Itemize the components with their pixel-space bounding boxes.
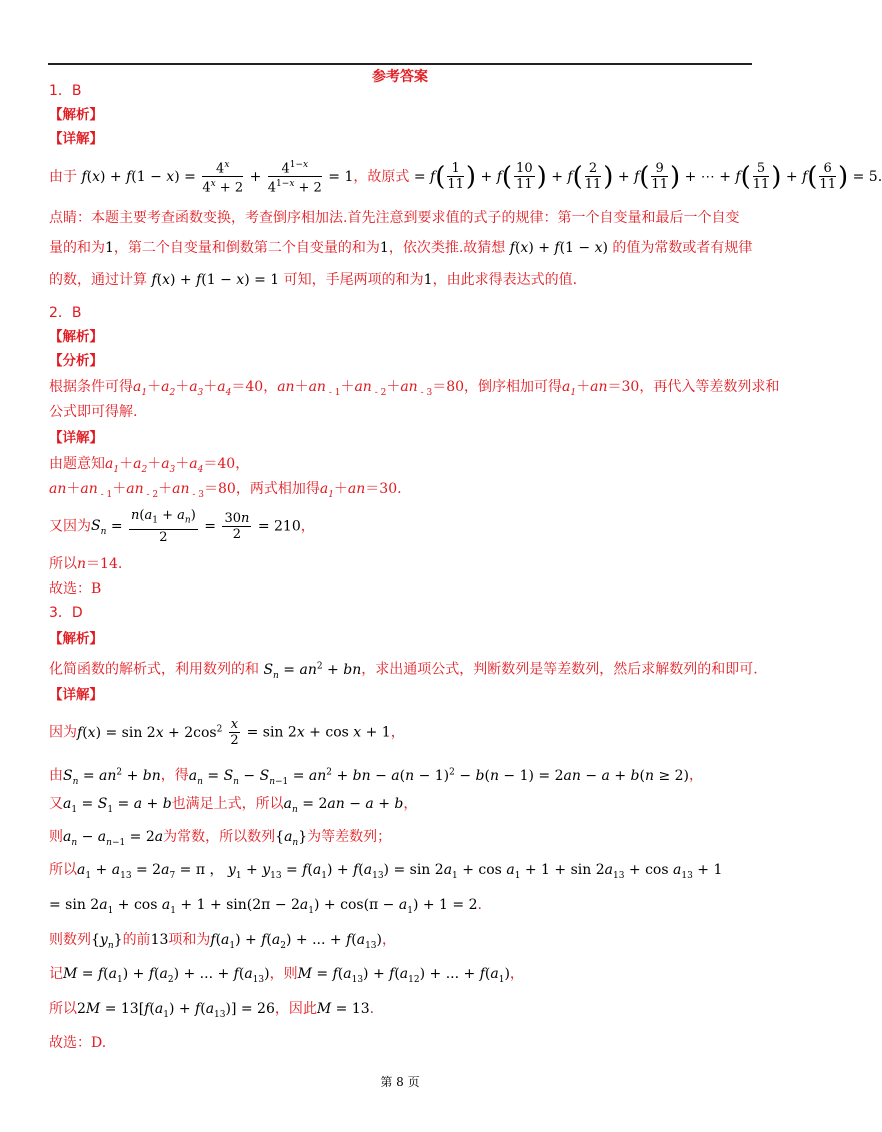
q1-result: 5 — [868, 168, 878, 185]
q1-note2a: 量的和为 — [49, 240, 105, 256]
q2-jiexi-heading: 【解析】 — [49, 329, 103, 345]
q3-e1: 则 — [49, 829, 63, 845]
q1-one-a: 1 — [105, 240, 114, 256]
q1-note-line2: 量的和为1，第二个自变量和倒数第二个自变量的和为1，依次类推.故猜想 f(x) + f(1 − x) 的值为常数或者有规律 — [49, 240, 753, 256]
q3-d2: 也满足上式，所以 — [171, 796, 284, 812]
q3-b1: 因为 — [49, 724, 77, 741]
q3-e2: 为常数，所以数列 — [163, 829, 276, 845]
q3-i1: 记 — [49, 966, 63, 982]
q2-a1: 根据条件可得 — [49, 379, 133, 395]
q1-note3b: 可知，手尾两项的和为 — [283, 272, 424, 288]
q2-c3: ＝30. — [365, 481, 402, 497]
page-number: 第 8 页 — [380, 1075, 420, 1089]
q3-detail-line6: = $\sin 2a_1 + \cos a_1 + 1 + \sin(2\pi - 2a_1) + \cos(\pi - a_1) + 1 = 2$. — [49, 897, 482, 916]
q3-h1: 则数列 — [49, 932, 91, 948]
q2-fenxi-heading: 【分析】 — [49, 353, 103, 369]
q1-note2d: 的值为常数或者有规律 — [612, 240, 753, 256]
q1-note3c: ，由此求得表达式的值. — [432, 272, 578, 288]
q3-detail-line9: 所以$2M = 13[f(a_1) + f(a_{13})] = 26$，因此M = 13. — [49, 1001, 375, 1020]
q2-detail-line2: an＋an $_{- 1}$＋an $_{- 2}$＋an $_{- 3}$＝80，两式相加得$a_1+an=30$. — [49, 481, 402, 500]
q3-a1: 化简函数的解析式，利用数列的和 — [49, 661, 259, 678]
q1-xiangjie-heading: 【详解】 — [49, 131, 103, 147]
q3-analysis-line: 化简函数的解析式，利用数列的和 $S_n = an^2$ + bn，求出通项公式，判断数列是等差数列，然后求解数列的和即可. — [49, 661, 758, 681]
q2-b1: 由题意知 — [49, 456, 105, 472]
q1-note2b: ，第二个自变量和倒数第二个自变量的和为 — [113, 240, 380, 256]
q1-formula-line: 由于 f(x) + f(1 − x) = $\frac{4^x}{4^x + 2}$ + $\frac{4^{1-x}}{4^{1-x} + 2}$ = 1，故原式 = f( $\frac{1}{11}$ ) + f( $\frac{10}{11}$ ) + f( $\frac{2}{11}$ ) + f( $\frac{9}{11}$ ) + ⋯ + f( $\frac{5}{11}$ ) + f( $\frac{6}{11}$ ) = 5. — [49, 160, 882, 196]
q1-jiexi-heading: 【解析】 — [49, 107, 103, 123]
q3-c1: 由 — [49, 767, 63, 784]
q3-a2: ，求出通项公式，判断数列是等差数列，然后求解数列的和即可. — [361, 661, 758, 678]
q2-analysis-line2: 公式即可得解. — [49, 404, 138, 420]
q1-pre: 由于 — [49, 168, 77, 185]
q3-h13: 13 — [150, 932, 169, 948]
q2-analysis-line1: 根据条件可得$a_1+a_2+a_3+a_4=40$，an＋an $_{- 1}$＋an $_{- 2}$＋an $_{- 3}$＝80，倒序相加可得$a_1+an=30$，再代入等差数列求和 — [49, 379, 780, 398]
q3-h3: 项和为 — [168, 932, 211, 948]
q3-xiangjie-heading: 【详解】 — [49, 687, 103, 703]
q3-detail-line5: 所以$a_1 + a_{13} = 2a_7 = \pi$ ， $y_1 + y_{13} = f(a_1) + f(a_{13}) = \sin 2a_1 + \cos a_1 + 1 + \sin 2a_{13} + \cos a_{13} + 1$ — [49, 862, 723, 881]
q1-one-c: 1 — [423, 272, 433, 288]
q3-j2: ，因此 — [274, 1001, 317, 1017]
q2-e1: 所以 — [49, 556, 77, 572]
q2-a3: ＝80，倒序相加可得 — [432, 379, 563, 395]
q3-jiexi-heading: 【解析】 — [49, 631, 103, 647]
q2-a2: ＝40， — [231, 379, 278, 395]
q2-c2: ＝80，两式相加得 — [204, 481, 320, 497]
q3-detail-line4: 则$a_n - a_{n-1} = 2a$为常数，所以数列$\{a_n\}$为等差数列； — [49, 829, 392, 848]
q2-number: 2．B — [49, 305, 82, 321]
q3-detail-line2: 由$S_n = an^2$ + bn，得$a_n = S_n - S_{n-1} = an^2$ + bn − $a(n - 1)^2 - b(n - 1) = 2an - a + b(n \ge 2)$， — [49, 767, 704, 787]
q2-a4: ＝30，再代入等差数列求和 — [607, 379, 780, 395]
q2-d2: 210 — [274, 518, 301, 535]
q3-h2: 的前 — [122, 932, 151, 948]
q1-note2c: ，依次类推.故猜想 — [388, 240, 506, 256]
q3-detail-line3: 又$a_1 = S_1 = a + b$也满足上式，所以$a_n = 2an - a + b$， — [49, 796, 418, 815]
q2-d1: 又因为 — [49, 518, 91, 535]
page-title: 参考答案 — [372, 69, 428, 85]
q1-note-line1: 点睛：本题主要考查函数变换，考查倒序相加法.首先注意到要求值的式子的规律：第一个自变量和最后一个自变 — [49, 210, 740, 226]
q1-note3a: 的数，通过计算 — [49, 272, 147, 288]
q3-j1: 所以 — [49, 1001, 77, 1017]
header-rule — [48, 63, 752, 65]
q3-e3: 为等差数列； — [307, 829, 392, 845]
q3-i2: ，则 — [269, 966, 298, 982]
q2-detail-line1: 由题意知$a_1+a_2+a_3+a_4=40$， — [49, 456, 250, 475]
q1-mid: ，故原式 — [353, 168, 410, 185]
q2-detail-line3: 又因为$S_n$ = $\frac{n(a_1 + a_n)}{2}$ = $\frac{30n}{2}$ = 210， — [49, 508, 315, 545]
q3-f1: 所以 — [49, 862, 77, 878]
q3-detail-line1: 因为$f(x) = \sin 2x + 2\cos^2$ $\frac{x}{2}$ = sin 2x + cos x + 1， — [49, 717, 405, 749]
q3-number: 3．D — [49, 605, 83, 621]
q3-detail-line8: 记$M = f(a_1) + f(a_2)$ + ... + $f(a_{13})$，则$M = f(a_{13}) + f(a_{12})$ + ... + $f(a_1)$， — [49, 966, 524, 985]
q2-xiangjie-heading: 【详解】 — [49, 430, 103, 446]
q2-answer: 故选：B — [49, 581, 102, 597]
q2-detail-line4: 所以n＝14. — [49, 556, 123, 572]
q1-number: 1．B — [49, 83, 82, 99]
q3-d1: 又 — [49, 796, 63, 812]
q2-b2: ＝40， — [203, 456, 250, 472]
q3-answer: 故选：D. — [49, 1035, 107, 1051]
q1-note-line3: 的数，通过计算 f(x) + f(1 − x) = 1 可知，手尾两项的和为1，由此求得表达式的值. — [49, 272, 578, 288]
q2-e2: ＝14. — [86, 556, 123, 572]
q3-c2: ，得 — [160, 767, 189, 784]
q1-one-b: 1 — [379, 240, 389, 256]
q3-detail-line7: 则数列$\{y_n\}$的前13项和为$f(a_1) + f(a_2)$ + ... + $f(a_{13})$， — [49, 932, 396, 951]
